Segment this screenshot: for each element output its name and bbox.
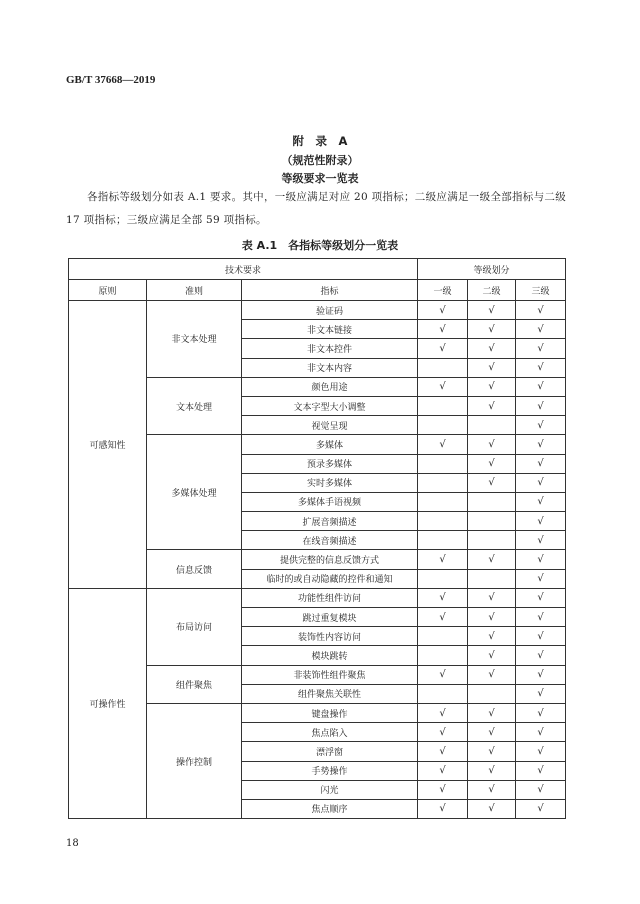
checkmark-icon: √ — [468, 358, 516, 377]
col-header: 准则 — [147, 280, 242, 301]
col-header: 原则 — [69, 280, 147, 301]
checkmark-icon: √ — [418, 723, 468, 742]
criterion-cell: 信息反馈 — [147, 550, 242, 588]
indicator-cell: 跳过重复模块 — [242, 608, 418, 627]
checkmark-icon: √ — [468, 435, 516, 454]
checkmark-icon: √ — [468, 703, 516, 722]
checkmark-icon: √ — [516, 435, 566, 454]
indicator-cell: 临时的或自动隐藏的控件和通知 — [242, 569, 418, 588]
checkmark-icon: √ — [468, 665, 516, 684]
checkmark-icon: √ — [516, 646, 566, 665]
indicator-cell: 视觉呈现 — [242, 416, 418, 435]
checkmark-icon: √ — [468, 608, 516, 627]
appendix-title: 附 录 A — [292, 134, 348, 148]
checkmark-icon: √ — [418, 608, 468, 627]
checkmark-icon: √ — [516, 339, 566, 358]
checkmark-icon: √ — [516, 703, 566, 722]
level-cell — [418, 416, 468, 435]
checkmark-icon: √ — [468, 780, 516, 799]
checkmark-icon: √ — [418, 550, 468, 569]
checkmark-icon: √ — [516, 358, 566, 377]
checkmark-icon: √ — [516, 396, 566, 415]
level-cell — [468, 492, 516, 511]
indicator-cell: 预录多媒体 — [242, 454, 418, 473]
indicator-cell: 颜色用途 — [242, 377, 418, 396]
checkmark-icon: √ — [516, 684, 566, 703]
indicator-cell: 实时多媒体 — [242, 473, 418, 492]
indicator-cell: 焦点陷入 — [242, 723, 418, 742]
checkmark-icon: √ — [468, 550, 516, 569]
checkmark-icon: √ — [516, 416, 566, 435]
checkmark-icon: √ — [468, 588, 516, 607]
indicator-cell: 非装饰性组件聚焦 — [242, 665, 418, 684]
checkmark-icon: √ — [516, 569, 566, 588]
checkmark-icon: √ — [468, 799, 516, 818]
level-cell — [418, 473, 468, 492]
col-header: 一级 — [418, 280, 468, 301]
checkmark-icon: √ — [516, 320, 566, 339]
criterion-cell: 组件聚焦 — [147, 665, 242, 703]
checkmark-icon: √ — [418, 301, 468, 320]
checkmark-icon: √ — [516, 588, 566, 607]
table-caption: 表 A.1 各指标等级划分一览表 — [241, 239, 399, 252]
indicator-cell: 闪光 — [242, 780, 418, 799]
checkmark-icon: √ — [516, 531, 566, 550]
level-cell — [418, 492, 468, 511]
level-table — [68, 258, 566, 819]
principle-cell: 可感知性 — [69, 301, 147, 589]
indicator-cell: 非文本内容 — [242, 358, 418, 377]
principle-cell: 可操作性 — [69, 588, 147, 818]
checkmark-icon: √ — [468, 742, 516, 761]
checkmark-icon: √ — [468, 473, 516, 492]
checkmark-icon: √ — [468, 723, 516, 742]
checkmark-icon: √ — [468, 646, 516, 665]
criterion-cell: 多媒体处理 — [147, 435, 242, 550]
criterion-cell: 非文本处理 — [147, 301, 242, 378]
col-header: 指标 — [242, 280, 418, 301]
checkmark-icon: √ — [418, 665, 468, 684]
indicator-cell: 模块跳转 — [242, 646, 418, 665]
level-cell — [418, 396, 468, 415]
indicator-cell: 漂浮窗 — [242, 742, 418, 761]
col-header: 三级 — [516, 280, 566, 301]
criterion-cell: 文本处理 — [147, 377, 242, 435]
checkmark-icon: √ — [516, 550, 566, 569]
appendix-heading: 等级要求一览表 — [281, 172, 359, 185]
checkmark-icon: √ — [468, 761, 516, 780]
table-row — [69, 301, 566, 320]
indicator-cell: 扩展音频描述 — [242, 512, 418, 531]
indicator-cell: 焦点顺序 — [242, 799, 418, 818]
checkmark-icon: √ — [468, 339, 516, 358]
checkmark-icon: √ — [516, 608, 566, 627]
checkmark-icon: √ — [516, 301, 566, 320]
checkmark-icon: √ — [418, 377, 468, 396]
checkmark-icon: √ — [516, 780, 566, 799]
level-cell — [418, 454, 468, 473]
appendix-subtitle: （规范性附录） — [281, 154, 359, 167]
indicator-cell: 多媒体 — [242, 435, 418, 454]
checkmark-icon: √ — [516, 761, 566, 780]
criterion-cell: 布局访问 — [147, 588, 242, 665]
level-cell — [418, 684, 468, 703]
indicator-cell: 在线音频描述 — [242, 531, 418, 550]
checkmark-icon: √ — [516, 473, 566, 492]
checkmark-icon: √ — [468, 627, 516, 646]
col-header: 二级 — [468, 280, 516, 301]
checkmark-icon: √ — [468, 396, 516, 415]
intro-paragraph: 各指标等级划分如表 A.1 要求。其中，一级应满足对应 20 项指标；二级应满足一级全部指标与二级 17 项指标；三级应满足全部 59 项指标。 — [66, 191, 567, 226]
indicator-cell: 功能性组件访问 — [242, 588, 418, 607]
level-cell — [418, 358, 468, 377]
checkmark-icon: √ — [418, 435, 468, 454]
level-cell — [418, 512, 468, 531]
checkmark-icon: √ — [418, 703, 468, 722]
indicator-cell: 装饰性内容访问 — [242, 627, 418, 646]
indicator-cell: 手势操作 — [242, 761, 418, 780]
indicator-cell: 组件聚焦关联性 — [242, 684, 418, 703]
page-number: 18 — [66, 838, 79, 849]
checkmark-icon: √ — [418, 780, 468, 799]
checkmark-icon: √ — [516, 377, 566, 396]
level-cell — [418, 646, 468, 665]
indicator-cell: 非文本链接 — [242, 320, 418, 339]
checkmark-icon: √ — [516, 512, 566, 531]
checkmark-icon: √ — [418, 761, 468, 780]
level-cell — [418, 627, 468, 646]
checkmark-icon: √ — [418, 320, 468, 339]
checkmark-icon: √ — [418, 588, 468, 607]
checkmark-icon: √ — [468, 320, 516, 339]
table-group-header — [69, 259, 566, 280]
checkmark-icon: √ — [468, 454, 516, 473]
level-cell — [418, 569, 468, 588]
checkmark-icon: √ — [516, 723, 566, 742]
checkmark-icon: √ — [418, 339, 468, 358]
checkmark-icon: √ — [468, 301, 516, 320]
table-row — [69, 588, 566, 607]
criterion-cell: 操作控制 — [147, 703, 242, 818]
checkmark-icon: √ — [516, 627, 566, 646]
checkmark-icon: √ — [418, 742, 468, 761]
group-header-levels: 等级划分 — [418, 259, 566, 280]
indicator-cell: 提供完整的信息反馈方式 — [242, 550, 418, 569]
level-cell — [418, 531, 468, 550]
checkmark-icon: √ — [516, 665, 566, 684]
level-cell — [468, 512, 516, 531]
group-header-tech: 技术要求 — [69, 259, 418, 280]
indicator-cell: 非文本控件 — [242, 339, 418, 358]
indicator-cell: 多媒体手语视频 — [242, 492, 418, 511]
standard-code: GB/T 37668—2019 — [66, 74, 156, 86]
indicator-cell: 文本字型大小调整 — [242, 396, 418, 415]
indicator-cell: 键盘操作 — [242, 703, 418, 722]
table-column-header — [69, 280, 566, 301]
checkmark-icon: √ — [516, 742, 566, 761]
level-cell — [468, 569, 516, 588]
level-cell — [468, 416, 516, 435]
indicator-cell: 验证码 — [242, 301, 418, 320]
checkmark-icon: √ — [418, 799, 468, 818]
level-cell — [468, 684, 516, 703]
checkmark-icon: √ — [516, 799, 566, 818]
checkmark-icon: √ — [516, 492, 566, 511]
level-cell — [468, 531, 516, 550]
checkmark-icon: √ — [516, 454, 566, 473]
checkmark-icon: √ — [468, 377, 516, 396]
